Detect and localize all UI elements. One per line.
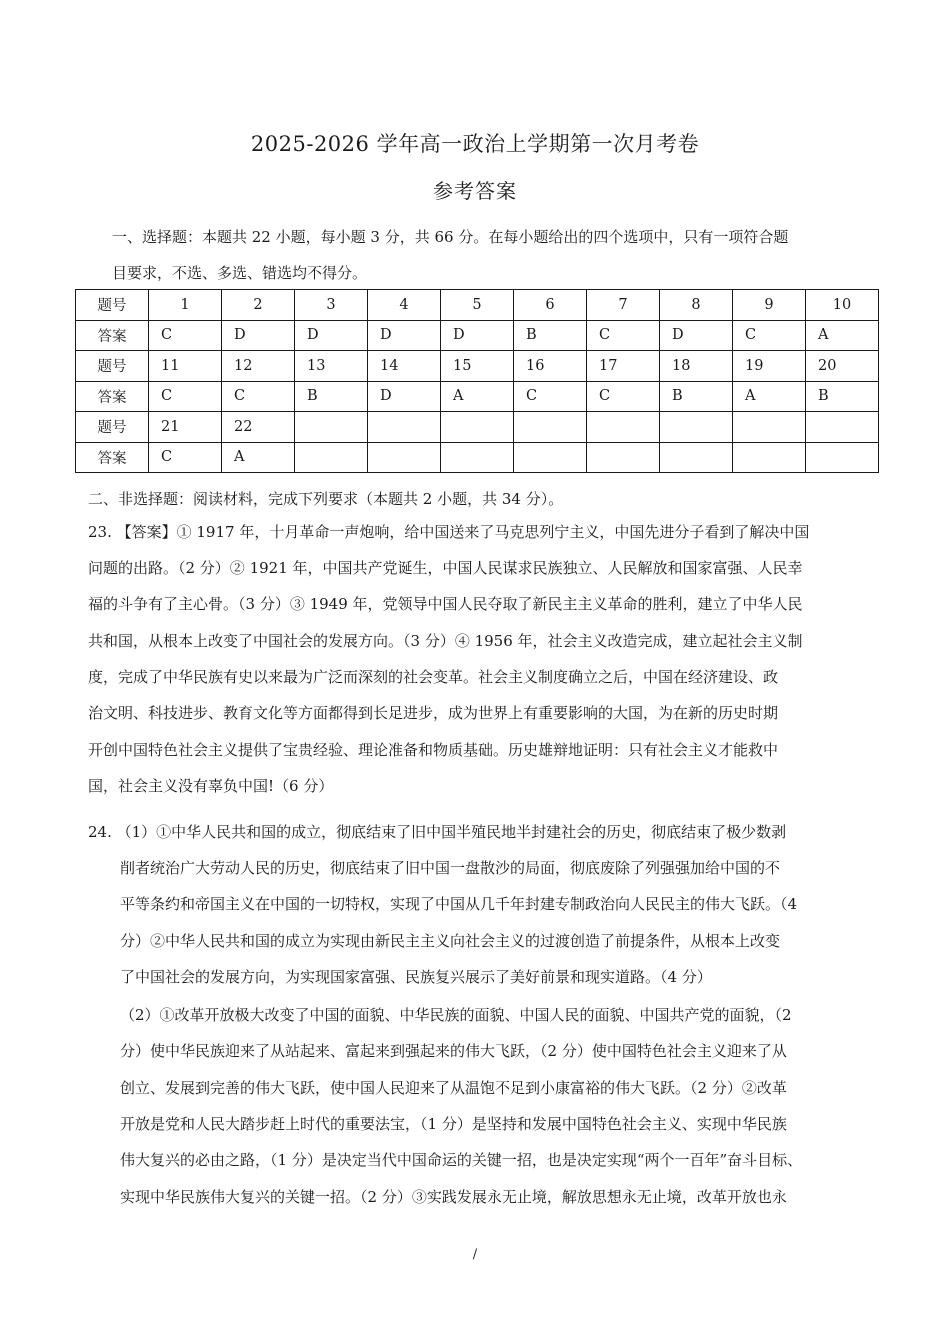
answer-cell: A — [222, 442, 295, 473]
answer-cell: C — [149, 320, 222, 351]
q23-line: 治文明、科技进步、教育文化等方面都得到长足进步，成为世界上有重要影响的大国，为在新的历史时期 — [88, 704, 779, 722]
question-number-cell: 16 — [514, 351, 587, 382]
question-number-cell: 1 — [149, 290, 222, 321]
answer-cell: C — [587, 381, 660, 412]
answer-cell: C — [222, 381, 295, 412]
q23-line: 23. 【答案】① 1917 年，十月革命一声炮响，给中国送来了马克思列宁主义，中国先进分子看到了解决中国 — [88, 523, 810, 541]
question-number-cell — [733, 412, 806, 443]
q24-line: 平等条约和帝国主义在中国的一切特权，实现了中国从几千年封建专制政治向人民民主的伟大飞跃。（4 — [120, 895, 798, 913]
question-number-cell — [441, 412, 514, 443]
question-number-cell: 12 — [222, 351, 295, 382]
q23-line: 开创中国特色社会主义提供了宝贵经验、理论准备和物质基础。历史雄辩地证明：只有社会主义才能救中 — [88, 741, 779, 759]
answer-cell — [806, 442, 879, 473]
question-number-cell: 6 — [514, 290, 587, 321]
question-number-cell — [806, 412, 879, 443]
answer-cell — [441, 442, 514, 473]
q23-line: 国，社会主义没有辜负中国!（6 分） — [88, 777, 334, 795]
question-number-cell: 15 — [441, 351, 514, 382]
row-label-question: 题号 — [76, 351, 149, 382]
q23-line: 共和国，从根本上改变了中国社会的发展方向。（3 分）④ 1956 年，社会主义改造完成，建立起社会主义制 — [88, 632, 803, 650]
question-number-cell: 7 — [587, 290, 660, 321]
answer-cell: C — [514, 381, 587, 412]
row-label-question: 题号 — [76, 290, 149, 321]
answer-cell: A — [441, 381, 514, 412]
table-row-answers — [76, 381, 879, 412]
question-number-cell: 2 — [222, 290, 295, 321]
q24-line: 了中国社会的发展方向，为实现国家富强、民族复兴展示了美好前景和现实道路。（4 分） — [120, 968, 712, 986]
question-number-cell — [368, 412, 441, 443]
answer-cell — [295, 442, 368, 473]
section2-instruction: 二、非选择题：阅读材料，完成下列要求（本题共 2 小题，共 34 分）。 — [88, 490, 564, 508]
table-row-question-numbers — [76, 351, 879, 382]
answer-cell: D — [660, 320, 733, 351]
question-number-cell: 22 — [222, 412, 295, 443]
table-row-answers — [76, 442, 879, 473]
answer-table — [75, 289, 879, 473]
answer-cell: D — [368, 320, 441, 351]
answer-cell — [660, 442, 733, 473]
question-number-cell — [660, 412, 733, 443]
question-number-cell: 3 — [295, 290, 368, 321]
answer-cell: A — [806, 320, 879, 351]
answer-cell: D — [222, 320, 295, 351]
q24-line: 24. （1）①中华人民共和国的成立，彻底结束了旧中国半殖民地半封建社会的历史，彻底结束了极少数剥 — [88, 823, 787, 841]
question-number-cell: 10 — [806, 290, 879, 321]
page-title: 2025-2026 学年高一政治上学期第一次月考卷 — [250, 132, 700, 156]
answer-cell: B — [514, 320, 587, 351]
answer-cell: D — [295, 320, 368, 351]
answer-cell: D — [368, 381, 441, 412]
question-number-cell: 21 — [149, 412, 222, 443]
q24-line: （2）①改革开放极大改变了中国的面貌、中华民族的面貌、中国人民的面貌、中国共产党的面貌，（2 — [120, 1006, 792, 1024]
section1-instruction-cont: 目要求，不选、多选、错选均不得分。 — [112, 264, 368, 282]
question-number-cell: 20 — [806, 351, 879, 382]
answer-cell — [587, 442, 660, 473]
page-footer: / — [472, 1247, 478, 1262]
answer-cell — [733, 442, 806, 473]
q24-line: 削者统治广大劳动人民的历史，彻底结束了旧中国一盘散沙的局面，彻底废除了列强强加给中国的不 — [120, 859, 781, 877]
row-label-answer: 答案 — [76, 381, 149, 412]
page-subtitle: 参考答案 — [433, 179, 517, 203]
answer-cell: C — [733, 320, 806, 351]
table-row-question-numbers — [76, 412, 879, 443]
table-row-answers — [76, 320, 879, 351]
section1-instruction: 一、选择题：本题共 22 小题，每小题 3 分，共 66 分。在每小题给出的四个选项中，只有一项符合题 — [112, 228, 789, 246]
row-label-answer: 答案 — [76, 320, 149, 351]
question-number-cell — [587, 412, 660, 443]
question-number-cell: 13 — [295, 351, 368, 382]
q24-line: 实现中华民族伟大复兴的关键一招。（2 分）③实践发展永无止境，解放思想永无止境，改革开放也永 — [120, 1188, 787, 1206]
answer-cell: B — [295, 381, 368, 412]
question-number-cell: 17 — [587, 351, 660, 382]
answer-cell: A — [733, 381, 806, 412]
answer-cell: C — [587, 320, 660, 351]
question-number-cell: 4 — [368, 290, 441, 321]
question-number-cell: 19 — [733, 351, 806, 382]
answer-cell: D — [441, 320, 514, 351]
answer-cell — [368, 442, 441, 473]
q23-line: 问题的出路。（2 分）② 1921 年，中国共产党诞生，中国人民谋求民族独立、人民解放和国家富强、人民幸 — [88, 559, 803, 577]
q24-line: 伟大复兴的必由之路，（1 分）是决定当代中国命运的关键一招，也是决定实现“两个一百年”奋斗目标、 — [120, 1151, 803, 1169]
answer-cell: C — [149, 442, 222, 473]
answer-cell: C — [149, 381, 222, 412]
q24-line: 开放是党和人民大踏步赶上时代的重要法宝，（1 分）是坚持和发展中国特色社会主义、实现中华民族 — [120, 1115, 787, 1133]
q23-line: 度，完成了中华民族有史以来最为广泛而深刻的社会变革。社会主义制度确立之后，中国在经济建设、政 — [88, 668, 779, 686]
question-number-cell: 5 — [441, 290, 514, 321]
question-number-cell: 18 — [660, 351, 733, 382]
row-label-answer: 答案 — [76, 442, 149, 473]
question-number-cell — [514, 412, 587, 443]
q24-line: 创立、发展到完善的伟大飞跃，使中国人民迎来了从温饱不足到小康富裕的伟大飞跃。（2 分）②改革 — [120, 1079, 787, 1097]
answer-cell: B — [660, 381, 733, 412]
question-number-cell: 8 — [660, 290, 733, 321]
q23-line: 福的斗争有了主心骨。（3 分）③ 1949 年，党领导中国人民夺取了新民主主义革命的胜利，建立了中华人民 — [88, 595, 803, 613]
q24-line: 分）②中华人民共和国的成立为实现由新民主主义向社会主义的过渡创造了前提条件，从根本上改变 — [120, 932, 781, 950]
answer-cell: B — [806, 381, 879, 412]
question-number-cell — [295, 412, 368, 443]
question-number-cell: 11 — [149, 351, 222, 382]
row-label-question: 题号 — [76, 412, 149, 443]
question-number-cell: 14 — [368, 351, 441, 382]
question-number-cell: 9 — [733, 290, 806, 321]
table-row-question-numbers — [76, 290, 879, 321]
q24-line: 分）使中华民族迎来了从站起来、富起来到强起来的伟大飞跃，（2 分）使中国特色社会主义迎来了从 — [120, 1042, 787, 1060]
answer-cell — [514, 442, 587, 473]
